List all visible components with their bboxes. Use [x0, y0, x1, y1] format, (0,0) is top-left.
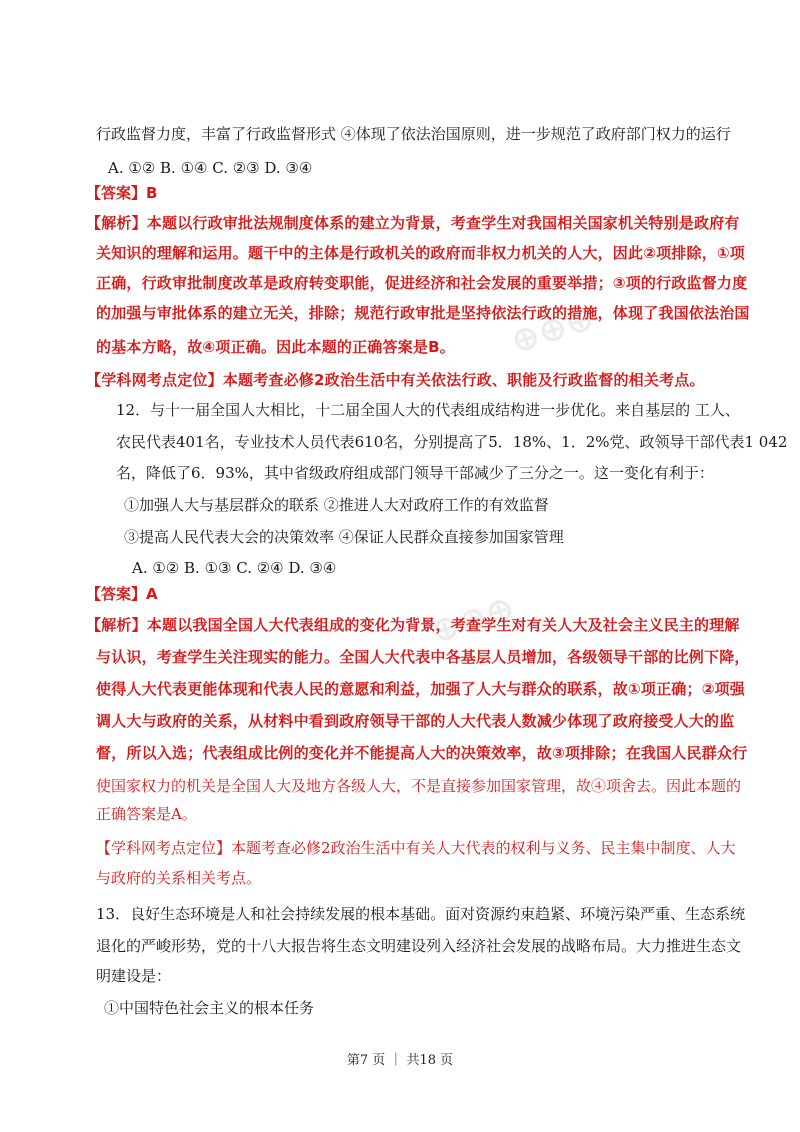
analysis-line: 与认识，考查学生关注现实的能力。全国人大代表中各基层人员增加，各级领导干部的比例下降，: [96, 648, 750, 666]
answer-label: 【答案】B: [86, 184, 158, 202]
answer-options: A. ①② B. ①③ C. ②④ D. ③④: [132, 559, 337, 577]
key-point-line: 【学科网考点定位】本题考查必修2政治生活中有关人大代表的权利与义务、民主集中制度、人大: [96, 839, 736, 857]
question-line: 明建设是：: [96, 967, 172, 985]
analysis-line: 关知识的理解和运用。题干中的主体是行政机关的政府而非权力机关的人大，因此②项排除，①项: [96, 244, 746, 262]
option-line: ③提高人民代表大会的决策效率 ④保证人民群众直接参加国家管理: [124, 528, 564, 546]
key-point-line: 【学科网考点定位】本题考查必修2政治生活中有关依法行政、职能及行政监督的相关考点。: [86, 371, 705, 389]
answer-options: A. ①② B. ①④ C. ②③ D. ③④: [108, 159, 313, 177]
analysis-line: 使国家权力的机关是全国人大及地方各级人大，不是直接参加国家管理，故④项舍去。因此本题的: [96, 777, 742, 795]
option-line: ①中国特色社会主义的根本任务: [104, 999, 315, 1017]
watermark-logo: ⊕⊕⊕: [425, 587, 520, 653]
question-line: 13．良好生态环境是人和社会持续发展的根本基础。面对资源约束趋紧、环境污染严重、生态系统: [96, 905, 746, 923]
text-line: 行政监督力度，丰富了行政监督形式 ④体现了依法治国原则，进一步规范了政府部门权力的运行: [96, 125, 731, 143]
analysis-line: 的基本方略，故④项正确。因此本题的正确答案是B。: [96, 338, 455, 356]
analysis-line: 正确，行政审批制度改革是政府转变职能，促进经济和社会发展的重要举措；③项的行政监督力度: [96, 274, 748, 292]
option-line: ①加强人大与基层群众的联系 ②推进人大对政府工作的有效监督: [124, 496, 549, 514]
analysis-line: 正确答案是A。: [96, 805, 197, 823]
page-footer: 第7 页 ｜ 共18 页: [346, 1053, 454, 1068]
answer-label: 【答案】A: [86, 585, 158, 603]
question-line: 名，降低了6．93%，其中省级政府组成部门领导干部减少了三分之一。这一变化有利于：: [116, 464, 714, 482]
watermark-logo: ⊕⊕⊕: [505, 297, 600, 363]
key-point-line: 与政府的关系相关考点。: [96, 869, 262, 887]
analysis-line: 督，所以入选；代表组成比例的变化并不能提高人大的决策效率，故③项排除；在我国人民群众行: [96, 744, 748, 762]
analysis-line: 使得人大代表更能体现和代表人民的意愿和利益，加强了人大与群众的联系，故①项正确；②项强: [96, 680, 746, 698]
analysis-line: 调人大与政府的关系，从材料中看到政府领导干部的人大代表人数减少体现了政府接受人大的监: [96, 712, 735, 730]
question-line: 退化的严峻形势，党的十八大报告将生态文明建设列入经济社会发展的战略布局。大力推进生态文: [96, 937, 742, 955]
question-line: 12．与十一届全国人大相比，十二届全国人大的代表组成结构进一步优化。来自基层的 工人、: [116, 401, 740, 419]
analysis-line: 【解析】本题以我国全国人大代表组成的变化为背景，考查学生对有关人大及社会主义民主的理解: [86, 616, 740, 634]
analysis-line: 的加强与审批体系的建立无关，排除；规范行政审批是坚持依法行政的措施，体现了我国依法治国: [96, 304, 750, 322]
analysis-line: 【解析】本题以行政审批法规制度体系的建立为背景，考查学生对我国相关国家机关特别是政府有: [86, 214, 740, 232]
question-line: 农民代表401名，专业技术人员代表610名，分别提高了5．18%、1．2%党、政领导干部代表1 042: [116, 433, 788, 451]
